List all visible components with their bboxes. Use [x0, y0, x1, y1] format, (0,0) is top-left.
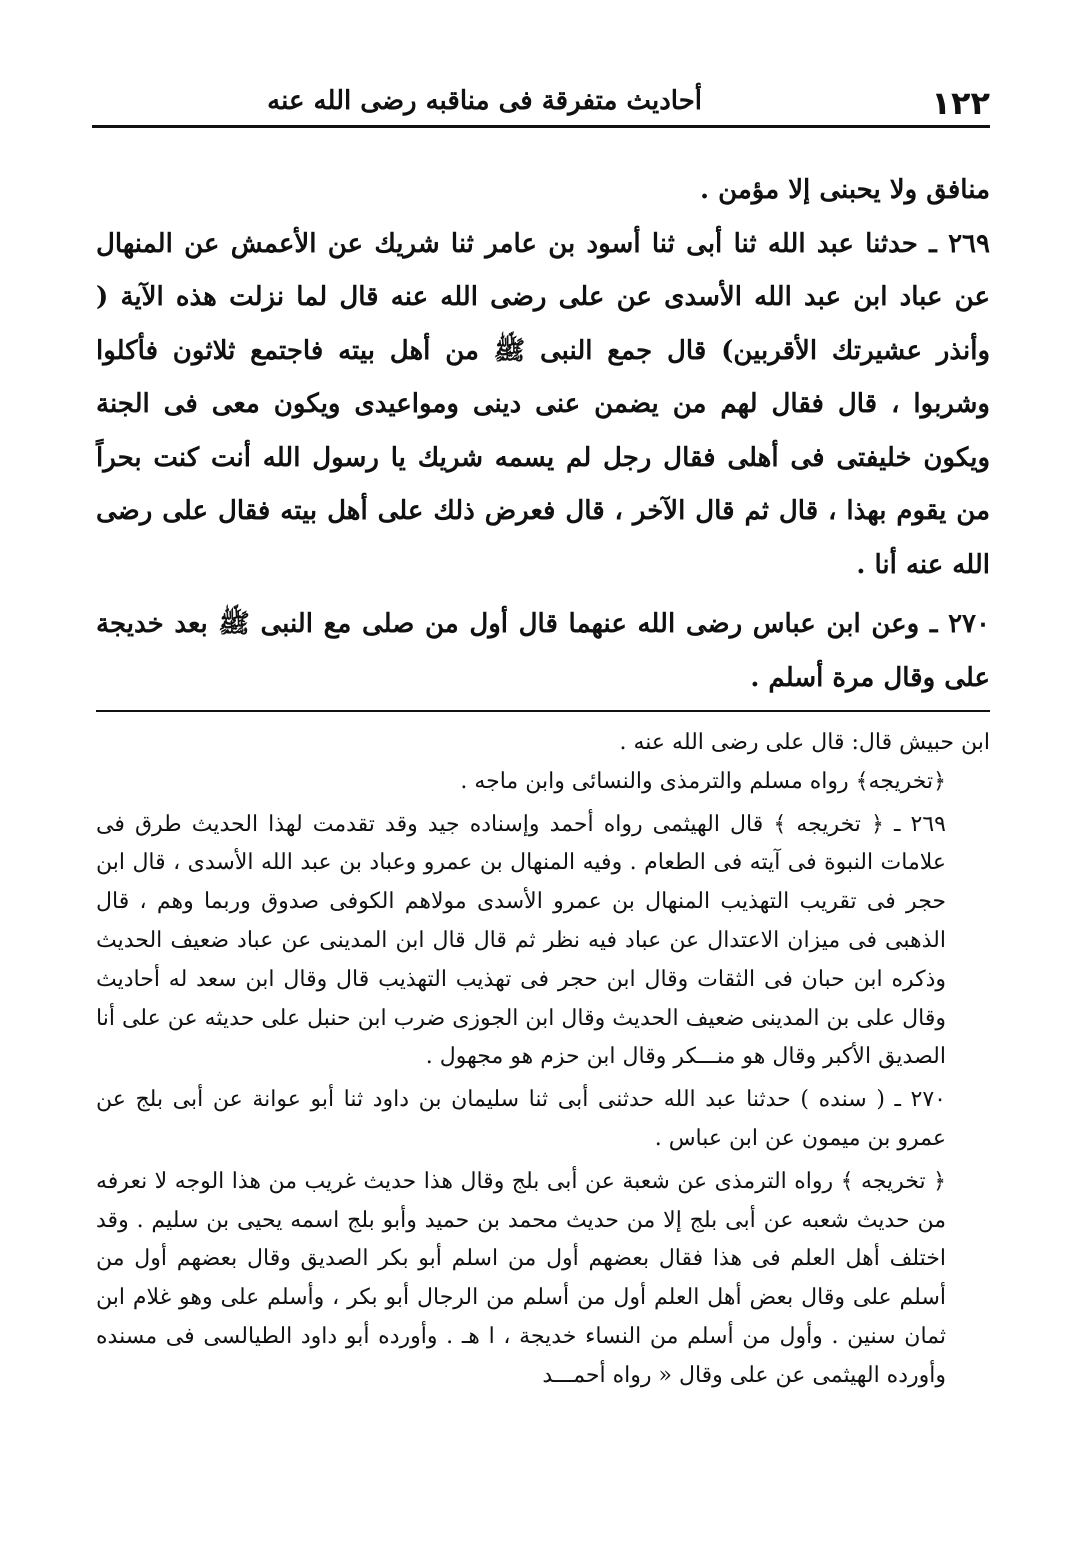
header-rule [92, 125, 990, 128]
page-header [92, 78, 990, 128]
hadith-270: ٢٧٠ ـ وعن ابن عباس رضى الله عنهما قال أول من صلى مع النبى ﷺ بعد خديجة على وقال مرة أسلم . [96, 609, 990, 693]
footnote-continuation: ابن حبيش قال: قال على رضى الله عنه . [619, 730, 990, 755]
footnotes [96, 724, 990, 1396]
footnote-takhrij: ﴿تخريجه﴾ رواه مسلم والترمذى والنسائى وابن ماجه . [460, 768, 946, 794]
main-text [96, 164, 990, 705]
footnote-separator [96, 710, 990, 712]
footnote-270-sanad: ٢٧٠ ـ ( سنده ) حدثنا عبد الله حدثنى أبى ثنا سليمان بن داود ثنا أبو عوانة عن أبى بلج عن عمرو بن ميمون عن ابن عباس . [96, 1087, 946, 1151]
main-paragraph-continuation: منافق ولا يحبنى إلا مؤمن . [699, 175, 990, 205]
page-number: ١٢٢ [931, 84, 990, 122]
hadith-269: ٢٦٩ ـ حدثنا عبد الله ثنا أبى ثنا أسود بن عامر ثنا شريك عن الأعمش عن المنهال عن عباد ابن عبد الله الأسدى عن على رضى الله عنه قال لما نزلت هذه الآية ( وأنذر عشيرتك الأقربين) قال جمع النبى ﷺ من أهل بيته فاجتمع ثلاثون فأكلوا وشربوا ، قال فقال لهم من يضمن عنى دينى ومواعيدى ويكون معى فى الجنة ويكون خليفتى فى أهلى فقال رجل لم يسمه شريك يا رسول الله أنت كنت بحراً من يقوم بهذا ، قال ثم قال الآخر ، قال فعرض ذلك على أهل بيته فقال على رضى الله عنه أنا . [96, 228, 990, 580]
running-title: أحاديث متفرقة فى مناقبه رضى الله عنه [267, 86, 702, 116]
footnote-269: ٢٦٩ ـ ﴿ تخريجه ﴾ قال الهيثمى رواه أحمد وإسناده جيد وقد تقدمت لهذا الحديث طرق فى علامات النبوة فى آيته فى الطعام . وفيه المنهال بن عمرو وعباد بن عبد الله الأسدى ، قال ابن حجر فى تقريب التهذيب المنهال بن عمرو الأسدى مولاهم الكوفى صدوق وربما وهم ، قال الذهبى فى ميزان الاعتدال عن عباد فيه نظر ثم قال قال ابن المدينى عن عباد ضعيف الحديث وذكره ابن حبان فى الثقات وقال ابن حجر فى تهذيب التهذيب قال وقال ابن سعد له أحاديث وقال على بن المدينى ضعيف الحديث وقال ابن الجوزى ضرب ابن حنبل على حديثه عن على أنا الصديق الأكبر وقال هو منـــكر وقال ابن حزم هو مجهول . [96, 811, 946, 1070]
footnote-270-takhrij: ﴿ تخريجه ﴾ رواه الترمذى عن شعبة عن أبى بلج وقال هذا حديث غريب من هذا الوجه لا نعرفه من حديث شعبه عن أبى بلج إلا من حديث محمد بن حميد وأبو بلج اسمه يحيى بن سليم . وقد اختلف أهل العلم فى هذا فقال بعضهم أول من اسلم أبو بكر الصديق وقال بعضهم أول من أسلم على وقال بعض أهل العلم أول من أسلم من الرجال أبو بكر ، وأسلم على وهو غلام ابن ثمان سنين . وأول من أسلم من النساء خديجة ، ا هـ . وأورده أبو داود الطيالسى فى مسنده وأورده الهيثمى عن على وقال « رواه أحمـــد [96, 1168, 946, 1388]
